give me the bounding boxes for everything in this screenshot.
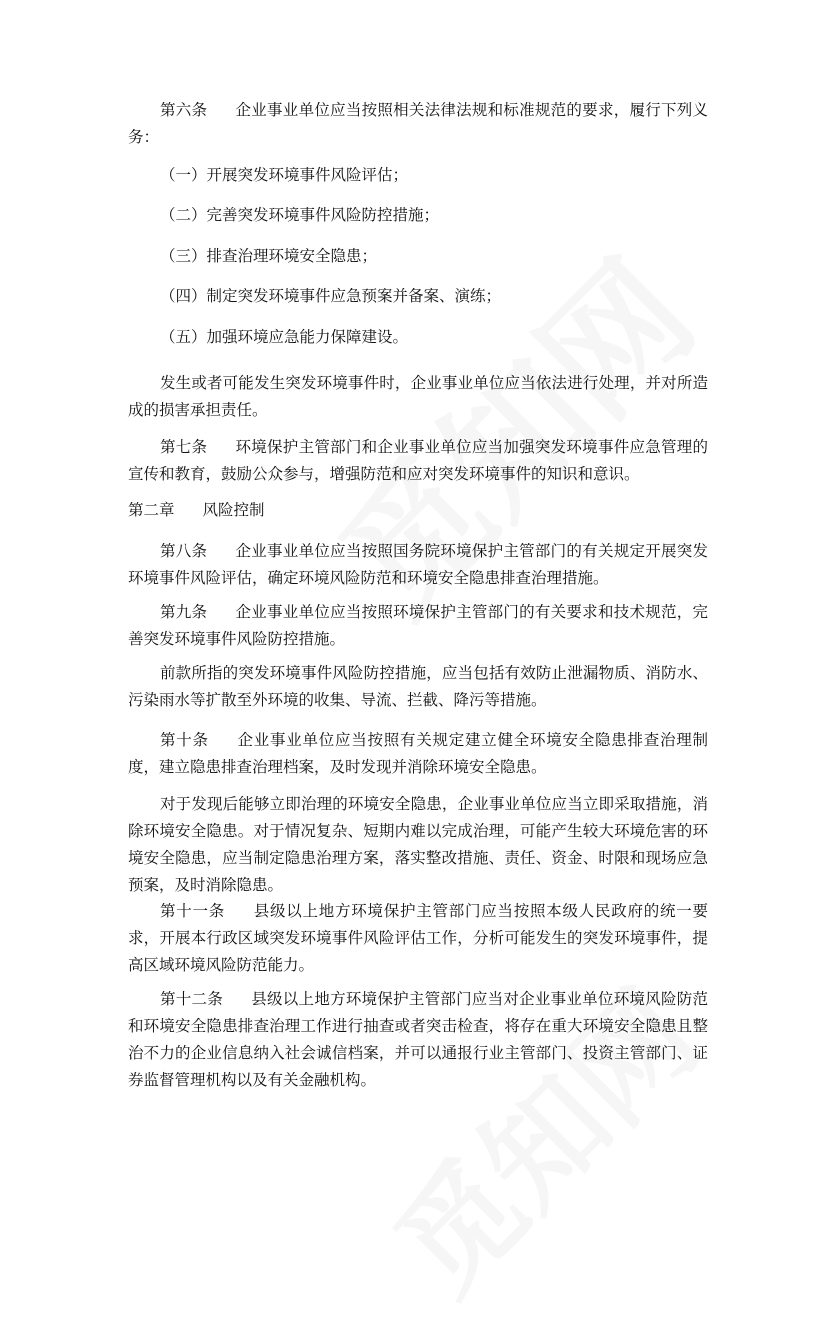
article-12-text: 县级以上地方环境保护主管部门应当对企业事业单位环境风险防范和环境安全隐患排查治理工作进行抽查或者突击检查，将存在重大环境安全隐患且整治不力的企业信息纳入社会诚信档案，并可以通报行业主管部门、投资主管部门、证券监督管理机构以及有关金融机构。 [128,990,708,1089]
article-10 [128,727,708,781]
chapter-label: 第二章 [128,501,175,519]
article-6-item-3: （三）排查治理环境安全隐患； [160,247,378,265]
article-10-text: 企业事业单位应当按照有关规定建立健全环境安全隐患排查治理制度，建立隐患排查治理档案，及时发现并消除环境安全隐患。 [128,731,708,776]
article-8-text: 企业事业单位应当按照国务院环境保护主管部门的有关规定开展突发环境事件风险评估，确定环境风险防范和环境安全隐患排查治理措施。 [128,542,708,587]
article-8 [128,538,708,592]
article-6-text: 企业事业单位应当按照相关法律法规和标准规范的要求，履行下列义务： [128,101,708,146]
article-12-label: 第十二条 [160,990,224,1008]
article-6 [128,97,708,151]
article-11-label: 第十一条 [160,902,225,920]
article-7 [128,434,708,488]
chapter-heading [128,497,708,524]
article-12 [128,986,708,1094]
article-7-text: 环境保护主管部门和企业事业单位应当加强突发环境事件应急管理的宣传和教育，鼓励公众参与，增强防范和应对突发环境事件的知识和意识。 [128,438,708,483]
article-7-label: 第七条 [160,438,208,456]
article-6-closing: 发生或者可能发生突发环境事件时，企业事业单位应当依法进行处理，并对所造成的损害承担责任。 [128,374,708,419]
article-9-para2: 前款所指的突发环境事件风险防控措施，应当包括有效防止泄漏物质、消防水、污染雨水等扩散至外环境的收集、导流、拦截、降污等措施。 [128,664,708,709]
article-11-text: 县级以上地方环境保护主管部门应当按照本级人民政府的统一要求，开展本行政区域突发环境事件风险评估工作，分析可能发生的突发环境事件，提高区域环境风险防范能力。 [128,902,708,974]
article-10-para2: 对于发现后能够立即治理的环境安全隐患，企业事业单位应当立即采取措施，消除环境安全隐患。对于情况复杂、短期内难以完成治理，可能产生较大环境危害的环境安全隐患，应当制定隐患治理方案，落实整改措施、责任、资金、时限和现场应急预案，及时消除隐患。 [128,795,708,894]
article-8-label: 第八条 [160,542,208,560]
article-6-item-5: （五）加强环境应急能力保障建设。 [160,328,409,346]
article-6-item-1: （一）开展突发环境事件风险评估； [160,166,409,184]
article-6-item-2: （二）完善突发环境事件风险防控措施； [160,206,440,224]
article-9-label: 第九条 [160,603,208,621]
article-6-item-4: （四）制定突发环境事件应急预案并备案、演练； [160,287,502,305]
article-6-label: 第六条 [160,101,208,119]
article-10-label: 第十条 [160,731,209,749]
chapter-title: 风险控制 [202,501,265,519]
article-9-text: 企业事业单位应当按照环境保护主管部门的有关要求和技术规范，完善突发环境事件风险防控措施。 [128,603,708,648]
article-9 [128,599,708,653]
article-11 [128,898,708,979]
